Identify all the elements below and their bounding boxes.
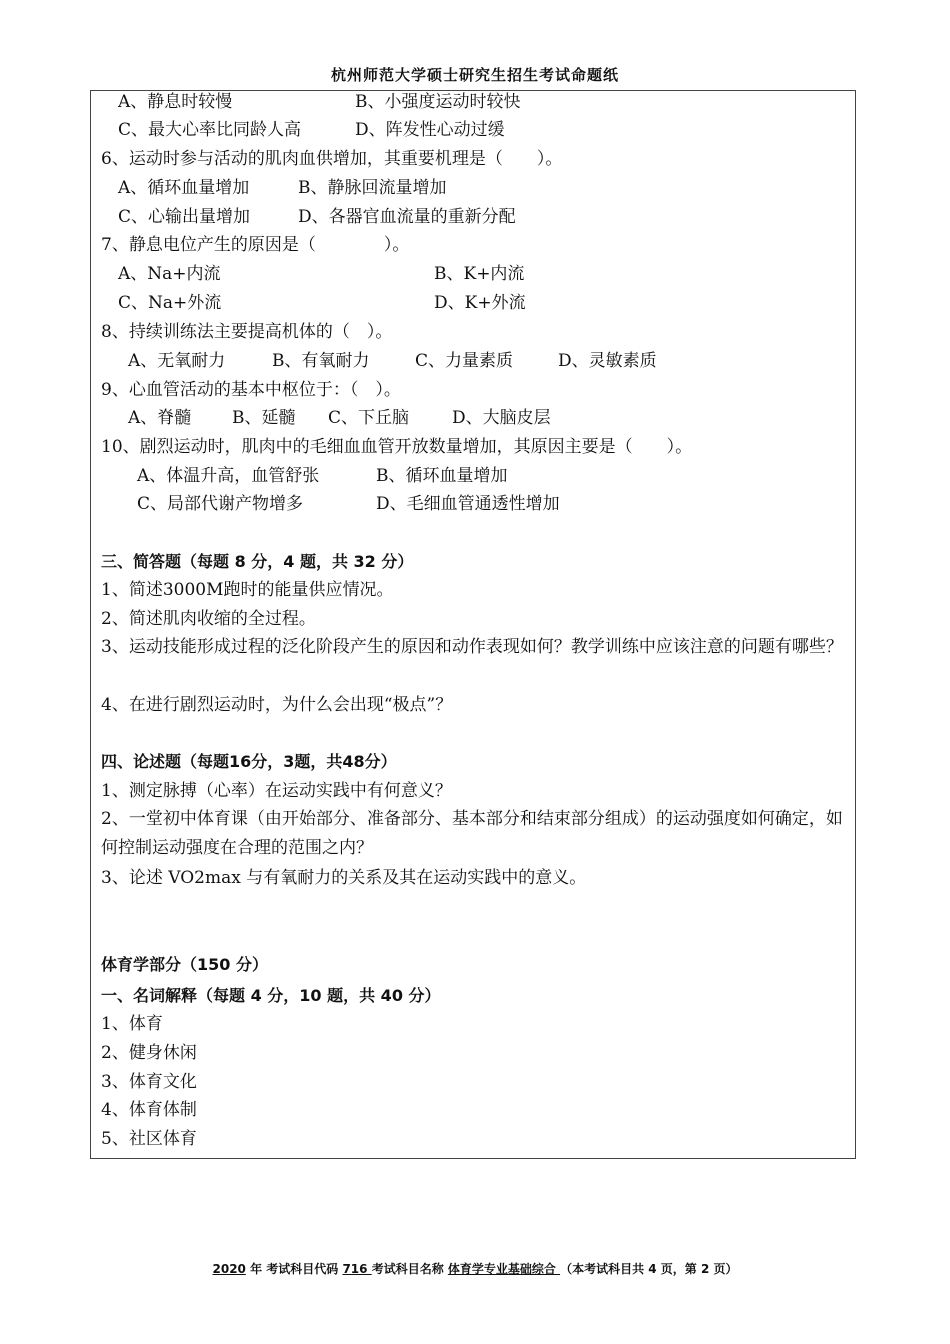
footer-code: 716 xyxy=(342,1262,372,1276)
q7-options-row-2 xyxy=(118,291,868,315)
q7-option-c: C、Na+外流 xyxy=(118,293,222,313)
q7-option-b: B、K+内流 xyxy=(434,264,525,284)
q10-stem: 10、剧烈运动时，肌肉中的毛细血血管开放数量增加，其原因主要是（ ）。 xyxy=(101,437,693,457)
term-item: 4、体育体制 xyxy=(101,1100,197,1120)
footer-subject-name: 体育学专业基础综合 xyxy=(447,1262,561,1276)
page-footer xyxy=(0,1260,950,1277)
q8-option-c: C、力量素质 xyxy=(415,351,514,371)
footer-name-label: 考试科目名称 xyxy=(371,1262,448,1276)
section3-q3: 3、运动技能形成过程的泛化阶段产生的原因和动作表现如何？教学训练中应该注意的问题有哪些？ xyxy=(101,637,843,657)
page-header-title: 杭州师范大学硕士研究生招生考试命题纸 xyxy=(330,66,619,84)
q5-option-c: C、最大心率比同龄人高 xyxy=(118,120,302,140)
q5-option-d: D、阵发性心动过缓 xyxy=(355,120,505,140)
q6-stem: 6、运动时参与活动的肌肉血供增加，其重要机理是（ ）。 xyxy=(101,149,563,169)
q6-option-c: C、心输出量增加 xyxy=(118,207,251,227)
q9-options-row xyxy=(128,406,878,430)
footer-year: 2020 xyxy=(212,1262,246,1276)
q10-option-b: B、循环血量增加 xyxy=(376,466,508,486)
q10-option-a: A、体温升高，血管舒张 xyxy=(137,466,320,486)
q9-option-b: B、延髓 xyxy=(232,408,296,428)
part2-title: 体育学部分（150 分） xyxy=(101,955,268,974)
section4-q1: 1、测定脉搏（心率）在运动实践中有何意义？ xyxy=(101,781,452,801)
section3-q1: 1、简述3000M跑时的能量供应情况。 xyxy=(101,580,394,600)
q9-option-c: C、下丘脑 xyxy=(328,408,410,428)
footer-code-label: 年 考试科目代码 xyxy=(245,1262,343,1276)
term-item: 3、体育文化 xyxy=(101,1072,197,1092)
section3-q4: 4、在进行剧烈运动时，为什么会出现“极点”？ xyxy=(101,695,453,715)
q8-option-d: D、灵敏素质 xyxy=(558,351,657,371)
q6-options-row-2 xyxy=(118,205,868,229)
section3-q2: 2、简述肌肉收缩的全过程。 xyxy=(101,609,316,629)
q8-option-b: B、有氧耐力 xyxy=(272,351,370,371)
q9-option-a: A、脊髓 xyxy=(128,408,192,428)
q9-stem: 9、心血管活动的基本中枢位于：（ ）。 xyxy=(101,380,401,400)
term-item: 1、体育 xyxy=(101,1014,163,1034)
section3-title: 三、简答题（每题 8 分，4 题，共 32 分） xyxy=(101,552,414,571)
q5-option-b: B、小强度运动时较快 xyxy=(355,92,521,112)
q10-option-d: D、毛细血管通透性增加 xyxy=(376,494,560,514)
q5-options-row-2 xyxy=(118,118,868,142)
q8-options-row xyxy=(128,349,878,373)
q10-option-c: C、局部代谢产物增多 xyxy=(137,494,304,514)
q6-options-row-1 xyxy=(118,176,868,200)
q10-options-row-2 xyxy=(137,492,887,516)
q6-option-b: B、静脉回流量增加 xyxy=(298,178,447,198)
section4-title: 四、论述题（每题16分，3题，共48分） xyxy=(101,752,397,771)
q7-option-a: A、Na+内流 xyxy=(118,264,221,284)
section4-q2: 2、一堂初中体育课（由开始部分、准备部分、基本部分和结束部分组成）的运动强度如何确定，如何控制运动强度在合理的范围之内？ xyxy=(101,809,843,858)
q8-option-a: A、无氧耐力 xyxy=(128,351,226,371)
q9-option-d: D、大脑皮层 xyxy=(452,408,551,428)
q7-stem: 7、静息电位产生的原因是（ ）。 xyxy=(101,235,410,255)
q7-options-row-1 xyxy=(118,262,868,286)
term-item: 2、健身休闲 xyxy=(101,1043,197,1063)
q7-option-d: D、K+外流 xyxy=(434,293,526,313)
q5-options-row-1 xyxy=(118,90,868,114)
q10-options-row-1 xyxy=(137,464,887,488)
q8-stem: 8、持续训练法主要提高机体的（ ）。 xyxy=(101,322,393,342)
q5-option-a: A、静息时较慢 xyxy=(118,92,233,112)
q6-option-d: D、各器官血流量的重新分配 xyxy=(298,207,516,227)
footer-page-info: （本考试科目共 4 页，第 2 页） xyxy=(560,1262,738,1276)
term-item: 5、社区体育 xyxy=(101,1129,197,1149)
section4-q3: 3、论述 VO2max 与有氧耐力的关系及其在运动实践中的意义。 xyxy=(101,868,587,888)
part2-section1-title: 一、名词解释（每题 4 分，10 题，共 40 分） xyxy=(101,986,441,1005)
q6-option-a: A、循环血量增加 xyxy=(118,178,250,198)
